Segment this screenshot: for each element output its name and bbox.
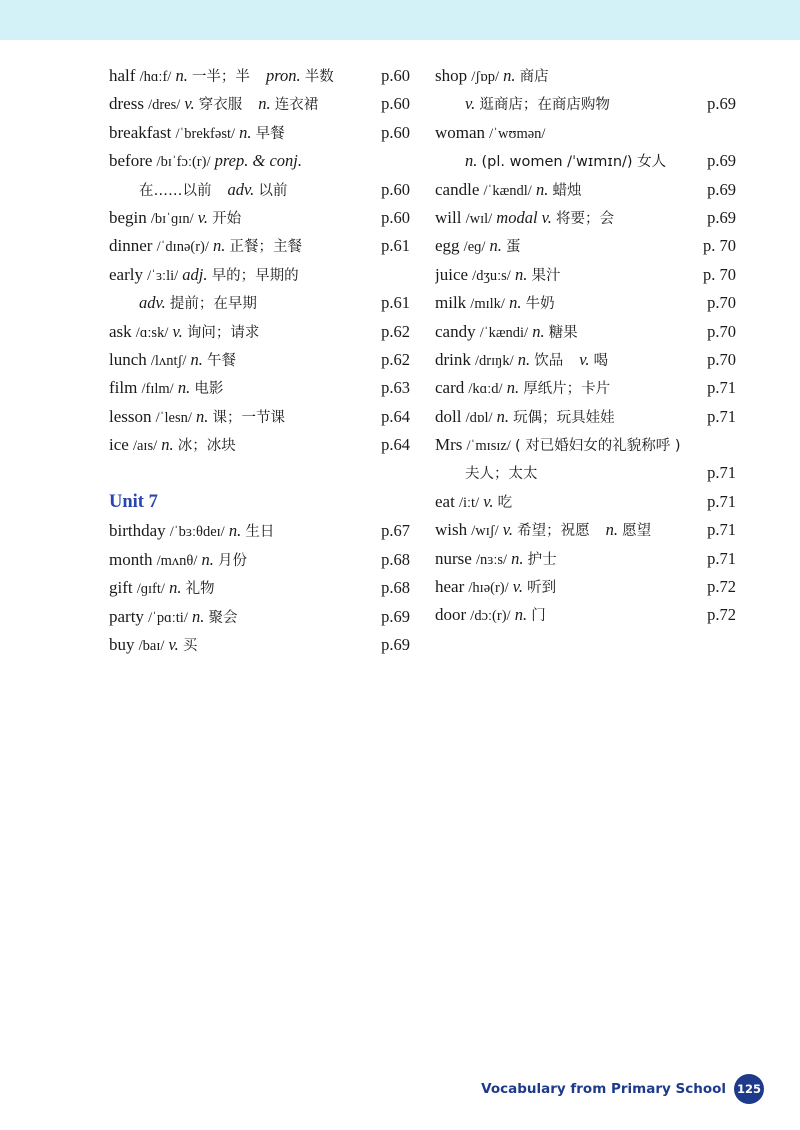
part-of-speech: n.	[514, 264, 528, 284]
page-reference: p.72	[707, 605, 736, 625]
phonetic: /ˈwʊmən/	[489, 125, 546, 142]
definition: 开始	[212, 210, 242, 227]
phonetic: /ɑːsk/	[135, 324, 169, 341]
headword: egg	[435, 236, 460, 256]
page-reference: p.69	[381, 606, 410, 626]
phonetic: /ˈdɪnə(r)/	[156, 239, 209, 256]
part-of-speech: v.	[502, 520, 513, 540]
entry-text	[109, 346, 410, 375]
vocab-entry	[435, 261, 736, 289]
entry-text	[109, 119, 410, 148]
entry-text	[435, 601, 736, 630]
phonetic: /hɑːf/	[139, 69, 172, 85]
entry-text	[435, 261, 736, 290]
definition: 午餐	[206, 352, 236, 369]
definition: 询问；请求	[186, 324, 260, 341]
vocab-entry	[435, 545, 736, 573]
left-column	[109, 62, 410, 659]
page-reference: p.64	[381, 406, 410, 426]
phonetic: /dʒuːs/	[472, 267, 511, 284]
page-reference: p.71	[707, 378, 736, 398]
phonetic: /baɪ/	[138, 638, 165, 655]
part-of-speech: n.	[506, 378, 520, 398]
part-of-speech: v.	[512, 577, 524, 597]
definition: 玩偶；玩具娃娃	[513, 409, 615, 426]
part-of-speech: n.	[517, 349, 531, 369]
page-reference: p.71	[707, 406, 736, 426]
vocab-entry	[435, 431, 736, 459]
phonetic: /ɡɪft/	[136, 581, 165, 598]
page-reference: p.61	[381, 236, 410, 256]
page-reference: p.71	[707, 491, 736, 511]
phonetic: /fɪlm/	[141, 381, 174, 398]
unit-heading: Unit 7	[109, 492, 158, 513]
vocab-entry	[109, 90, 410, 118]
vocab-entry	[435, 346, 736, 374]
headword: early	[109, 264, 143, 284]
vocab-entry	[109, 119, 410, 147]
phonetic: /ˈlesn/	[155, 409, 192, 426]
page-reference: p.68	[381, 549, 410, 569]
definition: 厚纸片；卡片	[523, 381, 611, 398]
page-reference: p.69	[707, 151, 736, 171]
definition: 门	[531, 608, 546, 625]
vocab-entry	[435, 176, 736, 204]
headword: nurse	[435, 548, 472, 568]
headword: hear	[435, 577, 465, 597]
headword: lesson	[109, 406, 152, 426]
phonetic: /ˈkændl/	[483, 182, 532, 199]
definition: 课；一节课	[212, 409, 285, 426]
part-of-speech: n.	[161, 435, 174, 455]
page-reference: p.69	[707, 207, 736, 227]
entry-text	[109, 431, 410, 460]
part-of-speech: n.	[196, 406, 209, 426]
part-of-speech: adv.	[139, 293, 166, 313]
page-reference: p.60	[381, 179, 410, 199]
part-of-speech: n.	[169, 578, 182, 598]
headword: woman	[435, 122, 486, 142]
entry-text	[109, 631, 410, 660]
top-band	[0, 0, 800, 40]
entry-text	[435, 289, 736, 318]
definition: 商店	[519, 69, 549, 85]
entry-text	[109, 517, 410, 546]
entry-text	[109, 232, 410, 261]
page-reference: p.60	[381, 207, 410, 227]
headword: gift	[109, 578, 133, 598]
definition: 喝	[593, 352, 609, 369]
part-of-speech: n.	[192, 606, 205, 626]
definition: 买	[182, 638, 198, 655]
definition: 饮品	[534, 352, 564, 369]
entry-text	[435, 403, 736, 432]
entry-text	[435, 459, 736, 488]
part-of-speech: n.	[190, 349, 203, 369]
page-reference: p.69	[707, 94, 736, 114]
unit7-vocab-list	[109, 517, 410, 659]
vocab-entry	[435, 204, 736, 232]
part-of-speech: n.	[535, 179, 549, 199]
part-of-speech: n.	[177, 378, 191, 398]
page-reference: p.67	[381, 521, 410, 541]
vocab-entry	[109, 574, 410, 602]
definition: 蜡烛	[552, 182, 582, 199]
definition: 电影	[194, 381, 224, 398]
page-reference: p.69	[707, 179, 736, 199]
entry-text	[109, 603, 410, 632]
phonetic: /ʃɒp/	[471, 69, 499, 85]
right-column	[435, 62, 736, 630]
part-of-speech: pron.	[265, 66, 301, 85]
headword: half	[109, 66, 136, 85]
definition: (pl. women /ˈwɪmɪn/) 女人	[481, 154, 667, 171]
page-number-badge: 125	[734, 1074, 764, 1104]
page-reference: p.62	[381, 349, 410, 369]
definition: ( 对已婚妇女的礼貌称呼 )	[514, 438, 681, 455]
vocab-entry	[109, 147, 410, 175]
entry-text	[435, 516, 736, 545]
part-of-speech: prep. & conj.	[214, 151, 302, 171]
phonetic: /aɪs/	[132, 438, 158, 455]
headword: ice	[109, 435, 129, 455]
definition: 生日	[245, 524, 275, 541]
headword: eat	[435, 491, 455, 511]
headword: begin	[109, 207, 147, 227]
left-vocab-list	[109, 62, 410, 459]
vocab-entry	[435, 516, 736, 544]
phonetic: /ˈɜːli/	[147, 267, 179, 284]
page-reference: p.70	[707, 349, 736, 369]
definition: 聚会	[208, 609, 238, 626]
entry-text	[109, 90, 410, 119]
entry-text	[435, 119, 736, 148]
part-of-speech: n.	[489, 236, 502, 256]
vocab-entry	[109, 546, 410, 574]
phonetic: /lʌntʃ/	[150, 352, 187, 369]
vocab-entry	[435, 119, 736, 147]
vocab-entry	[109, 403, 410, 431]
definition: 月份	[217, 552, 247, 569]
definition: 吃	[497, 494, 513, 511]
part-of-speech: n.	[511, 548, 524, 568]
phonetic: /wɪl/	[465, 210, 493, 227]
definition: 听到	[527, 580, 557, 597]
headword: ask	[109, 321, 132, 341]
headword: month	[109, 549, 153, 569]
entry-text	[109, 374, 410, 403]
phonetic: /iːt/	[458, 494, 480, 511]
headword: film	[109, 378, 138, 398]
entry-text	[109, 574, 410, 603]
phonetic: /drɪŋk/	[475, 352, 514, 369]
headword: wish	[435, 520, 468, 540]
page-reference: p.71	[707, 463, 736, 483]
headword: party	[109, 606, 144, 626]
part-of-speech: n.	[201, 549, 214, 569]
part-of-speech: v.	[172, 321, 183, 341]
vocab-entry	[109, 176, 410, 204]
part-of-speech: modal v.	[496, 207, 552, 227]
page-reference: p.68	[381, 578, 410, 598]
page-footer	[481, 1073, 764, 1105]
entry-text	[435, 573, 736, 602]
vocab-entry	[435, 374, 736, 402]
entry-text	[435, 204, 736, 233]
part-of-speech: v.	[197, 207, 208, 227]
page-reference: p.62	[381, 321, 410, 341]
headword: candy	[435, 321, 476, 341]
part-of-speech: n.	[213, 236, 226, 256]
phonetic: /eɡ/	[463, 239, 486, 256]
definition: 希望；祝愿	[517, 523, 590, 540]
footer-title: Vocabulary from Primary School	[481, 1081, 726, 1097]
entry-text	[435, 147, 736, 176]
headword: juice	[435, 264, 469, 284]
part-of-speech: n.	[509, 293, 522, 313]
entry-text	[109, 318, 410, 347]
definition: 穿衣服	[198, 97, 243, 114]
entry-text	[435, 545, 736, 574]
page-reference: p.60	[381, 94, 410, 114]
vocab-entry	[435, 318, 736, 346]
part-of-speech: n.	[175, 66, 188, 85]
definition: 一半；半	[191, 69, 250, 85]
page-reference: p. 70	[703, 236, 736, 256]
definition: 夫人；太太	[465, 466, 538, 483]
vocab-entry	[435, 601, 736, 629]
entry-text	[109, 147, 410, 176]
phonetic: /dɔː(r)/	[470, 608, 511, 625]
part-of-speech: v.	[579, 349, 590, 369]
definition: 早的；早期的	[211, 267, 299, 284]
page-reference: p.70	[707, 321, 736, 341]
vocab-entry	[109, 374, 410, 402]
vocab-entry	[435, 90, 736, 118]
entry-text	[435, 318, 736, 347]
part-of-speech: n.	[514, 605, 528, 625]
definition: 逛商店；在商店购物	[479, 97, 610, 114]
entry-text	[435, 62, 736, 91]
vocab-entry	[109, 62, 410, 90]
entry-text	[109, 62, 410, 91]
page-reference: p.61	[381, 293, 410, 313]
phonetic: /bɪˈɡɪn/	[150, 210, 194, 227]
entry-text	[435, 232, 736, 261]
phonetic: /dres/	[148, 97, 181, 114]
phonetic: /hɪə(r)/	[468, 580, 509, 597]
page-reference: p.63	[381, 378, 410, 398]
part-of-speech: v.	[483, 491, 494, 511]
part-of-speech: n.	[503, 66, 516, 85]
headword: lunch	[109, 349, 147, 369]
headword: doll	[435, 406, 462, 426]
definition: 在……以前	[139, 182, 212, 199]
vocab-entry	[109, 232, 410, 260]
part-of-speech: adj.	[182, 264, 208, 284]
right-vocab-list	[435, 62, 736, 630]
definition: 果汁	[531, 267, 561, 284]
phonetic: /ˈkændi/	[479, 324, 529, 341]
definition: 礼物	[185, 581, 215, 598]
headword: drink	[435, 349, 471, 369]
headword: dress	[109, 94, 144, 114]
part-of-speech: n.	[258, 94, 271, 114]
vocab-entry	[109, 517, 410, 545]
headword: breakfast	[109, 122, 172, 142]
part-of-speech: adv.	[227, 179, 255, 199]
phonetic: /mɪlk/	[470, 296, 505, 313]
page-reference: p.60	[381, 122, 410, 142]
page-reference: p.72	[707, 577, 736, 597]
page-reference: p.69	[381, 635, 410, 655]
vocab-entry	[435, 573, 736, 601]
headword: milk	[435, 293, 467, 313]
definition: 蛋	[506, 239, 521, 256]
entry-text	[109, 546, 410, 575]
page-reference: p.64	[381, 435, 410, 455]
definition: 牛奶	[525, 296, 555, 313]
part-of-speech: v.	[184, 94, 195, 114]
vocab-entry	[109, 204, 410, 232]
definition: 连衣裙	[274, 97, 319, 114]
definition: 早餐	[255, 125, 285, 142]
headword: buy	[109, 635, 135, 655]
phonetic: /ˈpɑːti/	[148, 609, 188, 626]
part-of-speech: n.	[228, 521, 242, 541]
vocab-entry	[435, 289, 736, 317]
phonetic: /mʌnθ/	[156, 552, 198, 569]
entry-text	[109, 176, 410, 205]
phonetic: /wɪʃ/	[471, 523, 499, 540]
definition: 冰；冰块	[177, 438, 236, 455]
definition: 愿望	[622, 523, 652, 540]
part-of-speech: n.	[532, 321, 545, 341]
vocab-entry	[435, 147, 736, 175]
vocab-entry	[435, 403, 736, 431]
headword: dinner	[109, 236, 153, 256]
headword: door	[435, 605, 467, 625]
entry-text	[435, 488, 736, 517]
entry-text	[435, 176, 736, 205]
entry-text	[109, 204, 410, 233]
phonetic: /kɑːd/	[468, 381, 503, 398]
part-of-speech: v.	[465, 94, 476, 114]
definition: 正餐；主餐	[229, 239, 303, 256]
entry-text	[435, 90, 736, 119]
phonetic: /dɒl/	[465, 409, 493, 426]
entry-text	[435, 374, 736, 403]
part-of-speech: n.	[465, 151, 478, 171]
definition: 半数	[304, 69, 334, 85]
vocab-entry	[109, 631, 410, 659]
headword: Mrs	[435, 435, 463, 455]
entry-text	[435, 431, 736, 460]
page-reference: p.71	[707, 548, 736, 568]
vocab-entry	[435, 232, 736, 260]
definition: 护士	[527, 551, 557, 568]
vocab-entry	[435, 488, 736, 516]
phonetic: /ˈbɜːθdeɪ/	[169, 524, 225, 541]
headword: candle	[435, 179, 480, 199]
headword: birthday	[109, 521, 166, 541]
page-reference: p. 70	[703, 264, 736, 284]
part-of-speech: n.	[496, 406, 509, 426]
entry-text	[109, 403, 410, 432]
headword: shop	[435, 66, 468, 85]
definition: 将要；会	[556, 210, 615, 227]
vocab-entry	[435, 459, 736, 487]
phonetic: /ˈmɪsɪz/	[466, 438, 511, 455]
headword: will	[435, 207, 462, 227]
vocab-entry	[109, 346, 410, 374]
definition: 以前	[258, 182, 288, 199]
entry-text	[109, 261, 410, 290]
definition: 糖果	[548, 324, 578, 341]
vocab-entry	[435, 62, 736, 90]
phonetic: /ˈbrekfəst/	[175, 125, 236, 142]
page-reference: p.60	[381, 66, 410, 85]
vocab-entry	[109, 603, 410, 631]
phonetic: /nɜːs/	[475, 551, 508, 568]
part-of-speech: n.	[239, 122, 252, 142]
vocab-entry	[109, 318, 410, 346]
vocab-entry	[109, 261, 410, 289]
entry-text	[109, 289, 410, 318]
phonetic: /bɪˈfɔː(r)/	[156, 154, 211, 171]
part-of-speech: n.	[605, 520, 618, 540]
vocab-entry	[109, 289, 410, 317]
definition: 提前；在早期	[169, 296, 257, 313]
headword: before	[109, 151, 153, 171]
entry-text	[435, 346, 736, 375]
page-reference: p.71	[707, 520, 736, 540]
page-reference: p.70	[707, 293, 736, 313]
part-of-speech: v.	[168, 635, 179, 655]
headword: card	[435, 378, 465, 398]
vocab-entry	[109, 431, 410, 459]
